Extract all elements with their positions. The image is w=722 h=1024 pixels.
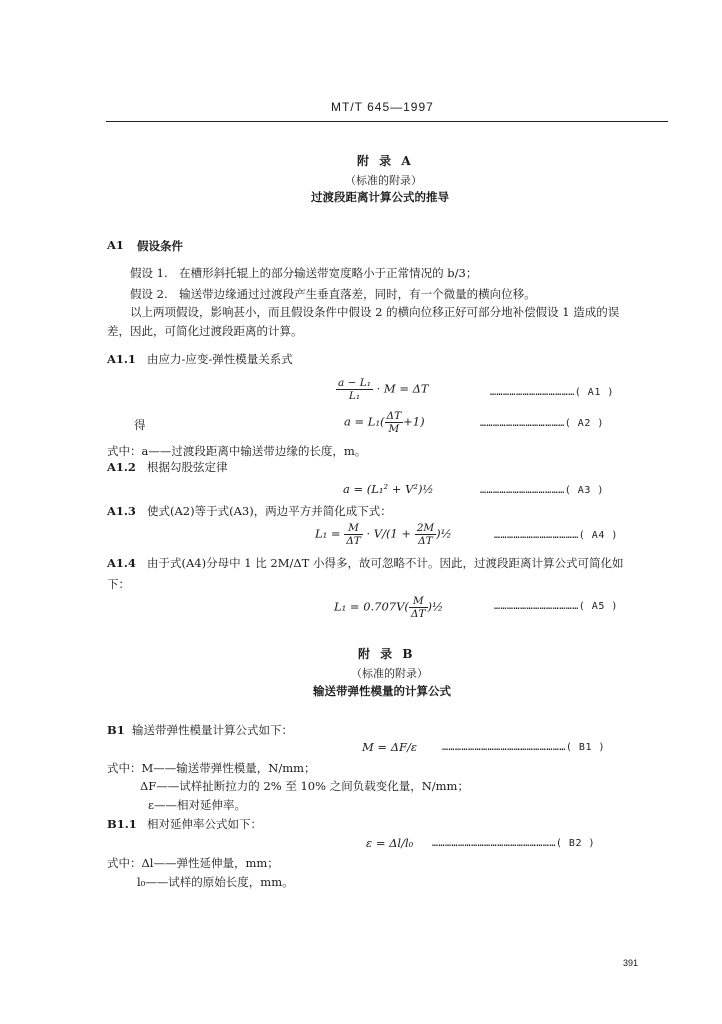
equation-a4-mid: · V/(1 +: [366, 526, 412, 541]
section-a1-1-text: 由应力-应变-弹性模量关系式: [147, 352, 293, 366]
equation-a1: [336, 377, 429, 402]
section-a1-2-text: 根据勾股弦定律: [147, 460, 228, 474]
equation-a1-numerator: a − L₁: [338, 377, 371, 389]
section-b1-label: B1: [107, 723, 125, 737]
section-a1-4-label: A1.4: [107, 556, 136, 570]
section-a1-3-text: 使式(A2)等于式(A3)，两边平方并简化成下式：: [147, 504, 392, 518]
section-a1-label: A1: [107, 238, 124, 252]
appendix-b-title: 附 录 B: [358, 647, 416, 661]
section-b1-1-text: 相对延伸率公式如下：: [147, 817, 262, 831]
assumption-1: 假设 1. 在槽形斜托辊上的部分输送带宽度略小于正常情况的 b/3；: [130, 266, 478, 280]
equation-a2-left: a = L₁(: [344, 414, 385, 429]
equation-a5: [334, 595, 443, 620]
equation-a4-end: )½: [436, 526, 452, 541]
equation-b2: ε = Δl/l₀: [366, 836, 414, 850]
a1-1-where: 式中：a——过渡段距离中输送带边缘的长度，m。: [107, 444, 367, 458]
equation-a5-numerator: M: [409, 595, 428, 608]
equation-b1: M = ΔF/ε: [362, 740, 418, 754]
equation-a4-fraction-2: [415, 522, 436, 547]
header-rule: [106, 121, 668, 122]
equation-a4-numerator-2: 2M: [416, 522, 435, 534]
equation-a3-tag: …………………………………( A3 ): [480, 485, 604, 496]
assumption-2: 假设 2. 输送带边缘通过过渡段产生垂直落差，同时，有一个微量的横向位移。: [130, 287, 536, 301]
equation-a4-denominator-1: ΔT: [346, 535, 361, 547]
section-b1-text: 输送带弹性模量计算公式如下：: [132, 723, 293, 737]
section-a1-title: 假设条件: [137, 239, 183, 253]
equation-a4-left: L₁ =: [315, 526, 341, 541]
section-a1-3-label: A1.3: [107, 504, 136, 518]
b1-where-2: ΔF——试样扯断拉力的 2% 至 10% 之间负载变化量，N/mm；: [140, 779, 469, 793]
appendix-b-heading: 输送带弹性模量的计算公式: [313, 684, 451, 698]
equation-a2: [344, 410, 425, 435]
equation-a2-numerator: ΔT: [386, 410, 402, 422]
equation-a1-fraction: [336, 377, 373, 402]
section-a1-1-label: A1.1: [107, 352, 136, 366]
equation-b1-tag: …………………………………………………( B1 ): [442, 742, 606, 753]
b1-1-where-2: l₀——试样的原始长度，mm。: [137, 875, 294, 889]
equation-a5-denominator: ΔT: [410, 608, 426, 620]
equation-a4: [315, 522, 452, 547]
equation-a5-end: )½: [427, 599, 444, 614]
b1-where-3: ε——相对延伸率。: [148, 798, 246, 812]
equation-a1-denominator: L₁: [348, 390, 361, 402]
equation-b2-tag: …………………………………………………( B2 ): [432, 838, 596, 849]
appendix-a-heading: 过渡段距离计算公式的推导: [311, 190, 449, 204]
b1-where-1: 式中：M——输送带弹性模量，N/mm；: [107, 761, 316, 775]
appendix-a-subtitle: （标准的附录）: [345, 174, 422, 187]
equation-a2-rest: +1): [403, 414, 425, 429]
equation-a4-fraction-1: [344, 522, 363, 547]
equation-a5-fraction: [409, 595, 428, 620]
equation-a1-rest: · M = ΔT: [376, 381, 429, 396]
appendix-b-subtitle: （标准的附录）: [351, 667, 428, 680]
paragraph-line-2: 差，因此，可简化过渡段距离的计算。: [107, 324, 303, 338]
equation-a4-denominator-2: ΔT: [418, 535, 433, 547]
equation-a4-numerator-1: M: [344, 522, 363, 535]
b1-1-where-1: 式中：Δl——弹性延伸量，mm；: [107, 856, 279, 870]
equation-a3: a = (L₁² + V²)½: [343, 482, 434, 496]
equation-a2-denominator: M: [388, 423, 400, 435]
equation-a5-tag: …………………………………( A5 ): [494, 601, 618, 612]
standard-code: MT/T 645—1997: [331, 100, 434, 114]
equation-a2-fraction: [385, 410, 404, 435]
section-a1-4-text-2: 下：: [107, 577, 130, 591]
paragraph-line-1: 以上两项假设，影响甚小，而且假设条件中假设 2 的横向位移正好可部分地补偿假设 1 造成的误: [130, 305, 620, 319]
page-number: 391: [623, 958, 639, 968]
section-a1-4-text-1: 由于式(A4)分母中 1 比 2M/ΔT 小得多，故可忽略不计。因此，过渡段距离计算公式可简化如: [147, 556, 624, 570]
de-label: 得: [134, 418, 146, 432]
equation-a4-tag: …………………………………( A4 ): [494, 530, 618, 541]
appendix-a-title: 附 录 A: [357, 154, 414, 168]
equation-a1-tag: …………………………………( A1 ): [490, 387, 614, 398]
equation-a2-tag: …………………………………( A2 ): [480, 418, 604, 429]
section-a1-2-label: A1.2: [107, 460, 136, 474]
section-b1-1-label: B1.1: [107, 817, 137, 831]
equation-a5-left: L₁ = 0.707V(: [334, 599, 409, 614]
